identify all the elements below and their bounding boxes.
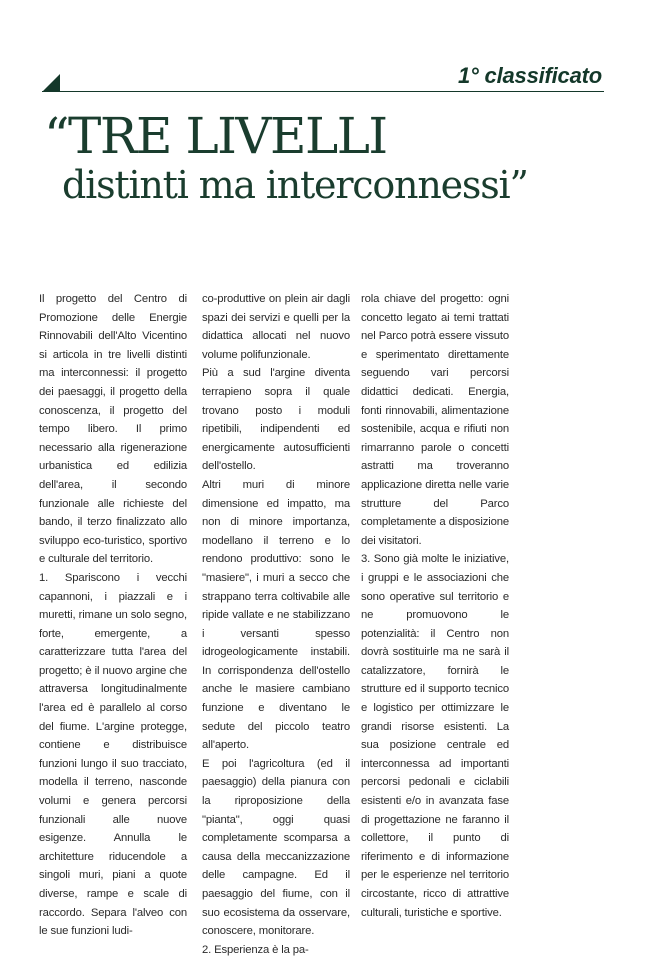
article-column-2 — [202, 290, 350, 959]
paragraph: Più a sud l'argine diventa terrapieno sopra il quale trovano posto i moduli ripetibili, indipendenti ed energicamente autosufficienti dell'ostello. — [202, 367, 350, 473]
paragraph: 1. Spariscono i vecchi capannoni, i piazzali e i muretti, rimane un solo segno, forte, emergente, a caratterizzare tutta l'area del progetto; è il nuovo argine che attraversa longitudinalmente l'area ed è parallelo al corso del fiume. L'argine protegge, contiene e distribuisce funzioni lungo il suo tracciato, modella il terreno, nasconde volumi e genera percorsi funzionali alle nuove esigenze. Annulla le architetture riducendole a singoli muri, piani a quote diverse, rampe e scale di raccordo. Separa l'alveo con le sue funzioni ludi- — [39, 571, 187, 938]
ranking-badge: 1° classificato — [458, 63, 602, 88]
paragraph: 2. Esperienza è la pa- — [202, 943, 309, 956]
paragraph: Il progetto del Centro di Promozione delle Energie Rinnovabili dell'Alto Vicentino si articola in tre livelli distinti ma interconnessi: il progetto dei paesaggi, il progetto della conoscenza, il progetto del tempo libero. Il primo necessario alla rigenerazione urbanistica ed edilizia dell'area, il secondo funzionale alle richieste del bando, il terzo finalizzato allo sviluppo eco-turistico, sportivo e culturale del territorio. — [39, 293, 187, 566]
article-column-1 — [39, 290, 187, 941]
title-line-2: distinti ma interconnessi” — [62, 163, 528, 207]
paragraph: Altri muri di minore dimensione ed impatto, ma non di minore importanza, modellano il terreno e lo rendono produttivo: sono le "masiere", i muri a secco che strappano terra coltivabile alle ripide vallate e ne stabilizzano i versanti spesso idrogeologicamente instabili. In corrispondenza dell'ostello anche le masiere cambiano funzione e diventano le sedute del piccolo teatro all'aperto. — [202, 478, 350, 752]
paragraph: co-produttive on plein air dagli spazi dei servizi e quelli per la didattica allocati nel nuovo volume polifunzionale. — [202, 293, 350, 361]
paragraph: rola chiave del progetto: ogni concetto legato ai temi trattati nel Parco potrà essere vissuto e sperimentato direttamente seguendo vari percorsi didattici dedicati. Energia, fonti rinnovabili, alimentazione sostenibile, acqua e rifiuti non rimarranno parole o concetti astratti ma troveranno applicazione diretta nelle varie strutture del Parco completamente a disposizione dei visitatori. — [361, 293, 509, 547]
paragraph: E poi l'agricoltura (ed il paesaggio) della pianura con la riproposizione della "pianta", oggi quasi completamente scomparsa a causa della meccanizzazione delle campagne. Ed il paesaggio del fiume, con il suo ecosistema da osservare, conoscere, monitorare. — [202, 757, 350, 938]
title-line-1: “TRE LIVELLI — [44, 107, 387, 165]
article-column-3 — [361, 290, 509, 922]
corner-triangle-icon — [42, 74, 60, 92]
paragraph: 3. Sono già molte le iniziative, i gruppi e le associazioni che sono operative sul territorio e ne promuovono le potenzialità: il Centro non dovrà sostituirle ma ne sarà il catalizzatore, fornirà le strutture ed il supporto tecnico e logistico per ottimizzare le grandi risorse esistenti. La sua posizione centrale ed interconnessa ad importanti percorsi pedonali e ciclabili esistenti e/o in avanzata fase di progettazione ne faranno il collettore, il punto di riferimento e di informazione per le esperienze nel territorio circostante, ricco di attrattive culturali, turistiche e sportive. — [361, 553, 509, 919]
header-rule — [42, 91, 604, 92]
